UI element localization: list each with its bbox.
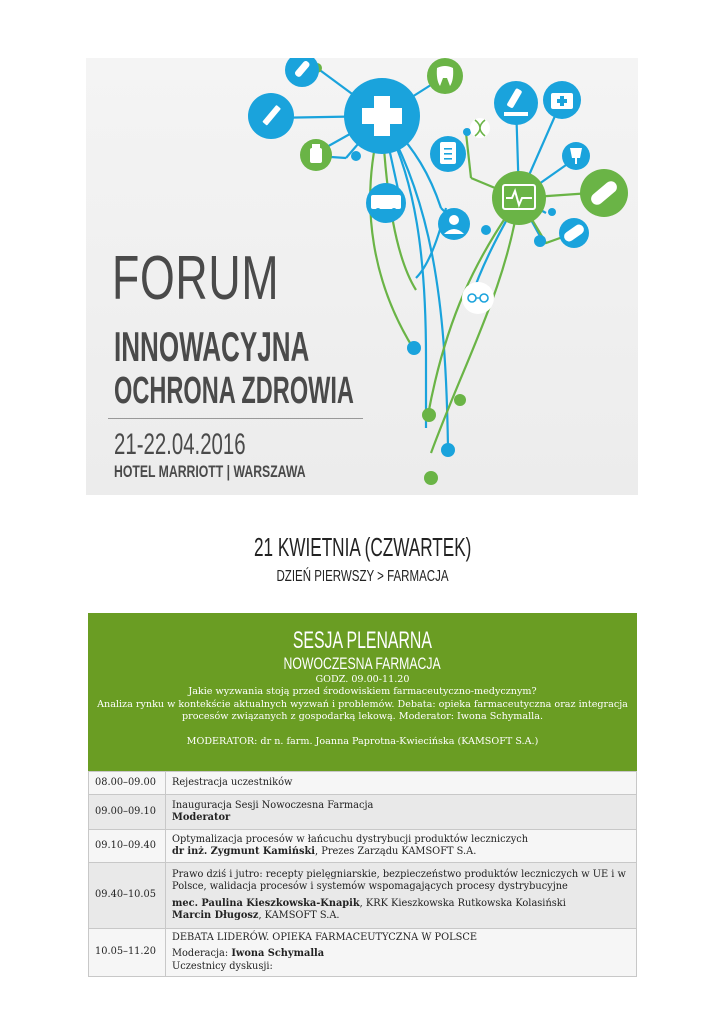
nurse-icon: [438, 208, 470, 240]
session-subtitle: NOWOCZESNA FARMACJA: [283, 654, 442, 673]
session-header: [88, 613, 637, 771]
pill-icon: [580, 169, 628, 217]
table-row: [89, 795, 637, 830]
day-title: 21 KWIETNIA (CZWARTEK): [253, 532, 472, 562]
microscope-icon: [494, 81, 538, 125]
agenda-time: 09.40–10.05: [89, 863, 166, 929]
cross-icon: [344, 78, 420, 154]
session-description-line2: Analiza rynku w kontekście aktualnych wyzwań i problemów. Debata: opieka farmaceutyczna oraz integracja: [97, 698, 628, 710]
session-time: GODZ. 09.00-11.20: [315, 674, 410, 685]
banner-dates: 21-22.04.2016: [114, 428, 246, 461]
tooth-icon: [427, 58, 463, 94]
medicine-bottle-icon: [300, 139, 332, 171]
agenda-table: [88, 771, 637, 977]
clipboard-icon: [430, 136, 466, 172]
table-row: [89, 772, 637, 795]
agenda-item: Prawo dziś i jutro: recepty pielęgniarskie, bezpieczeństwo produktów leczniczych w UE i w Polsce, walidacja procesów i systemów wspomagających procesy dystrybucyjne mec. Paulina Kieszkowska-Knapik, KRK Kieszkowska Rutkowska Kolasiński Marcin Długosz, KAMSOFT S.A.: [166, 863, 637, 929]
banner-divider: [108, 418, 363, 419]
dna-icon: [470, 118, 490, 138]
banner-subtitle-line1: INNOWACYJNA: [114, 323, 310, 370]
glasses-icon: [462, 282, 494, 314]
table-row: [89, 929, 637, 977]
ambulance-icon: [366, 183, 406, 223]
event-banner: [86, 58, 638, 495]
banner-venue: HOTEL MARRIOTT | WARSZAWA: [114, 462, 306, 481]
agenda-time: 10.05–11.20: [89, 929, 166, 977]
session-moderator: MODERATOR: dr n. farm. Joanna Paprotna-Kwiecińska (KAMSOFT S.A.): [186, 735, 539, 747]
bandage-icon: [559, 218, 589, 248]
table-row: [89, 830, 637, 863]
day-subtitle: DZIEŃ PIERWSZY > FARMACJA: [276, 568, 449, 585]
session-title: SESJA PLENARNA: [292, 627, 433, 654]
syringe-icon: [248, 93, 294, 139]
session-description-line1: Jakie wyzwania stoją przed środowiskiem farmaceutyczno-medycznym?: [188, 686, 537, 698]
test-tube-icon: [285, 58, 319, 87]
iv-drip-icon: [562, 142, 590, 170]
agenda-item: DEBATA LIDERÓW. OPIEKA FARMACEUTYCZNA W POLSCE Moderacja: Iwona Schymalla Uczestnicy dyskusji:: [166, 929, 637, 977]
agenda-time: 09.00–09.10: [89, 795, 166, 830]
agenda-item: Optymalizacja procesów w łańcuchu dystrybucji produktów leczniczych dr inż. Zygmunt Kamiński, Prezes Zarządu KAMSOFT S.A.: [166, 830, 637, 863]
agenda-time: 09.10–09.40: [89, 830, 166, 863]
agenda-item: Inauguracja Sesji Nowoczesna Farmacja Moderator: [166, 795, 637, 830]
agenda-time: 08.00–09.00: [89, 772, 166, 795]
heart-monitor-icon: [492, 171, 546, 225]
agenda-item: Rejestracja uczestników: [166, 772, 637, 795]
banner-title: FORUM: [112, 244, 280, 313]
first-aid-kit-icon: [543, 81, 581, 119]
banner-subtitle-line2: OCHRONA ZDROWIA: [114, 370, 354, 412]
table-row: [89, 863, 637, 929]
session-description-line3: procesów związanych z gospodarką lekową. Moderator: Iwona Schymalla.: [181, 711, 544, 723]
